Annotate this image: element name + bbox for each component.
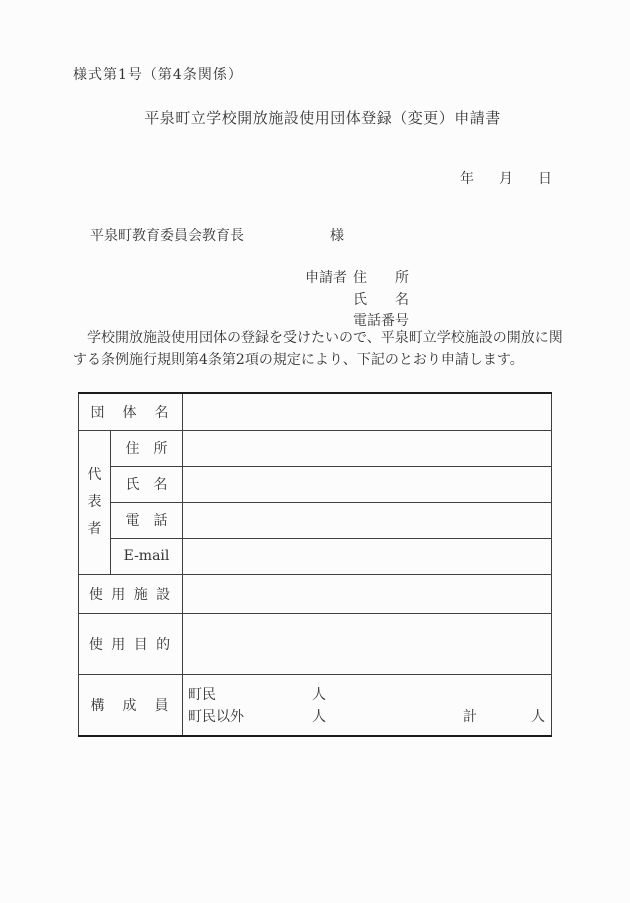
applicant-name-label: 氏 名 (353, 291, 409, 308)
members-label: 構 成 員 (79, 674, 183, 736)
purpose-value (183, 613, 552, 674)
applicant-name-line (305, 290, 409, 312)
applicant-block (305, 268, 409, 333)
representative-label-cell (79, 430, 111, 574)
row-group-name (79, 393, 552, 430)
rep-name-value (183, 466, 552, 502)
document-title: 平泉町立学校開放施設使用団体登録（変更）申請書 (144, 109, 501, 127)
applicant-phone-label: 電話番号 (353, 313, 409, 329)
date-line (460, 168, 552, 188)
members-line-townsfolk (188, 683, 551, 705)
applicant-address-line (305, 268, 409, 290)
purpose-label: 使 用 目 的 (79, 613, 183, 674)
members-total-unit: 人 (531, 708, 545, 725)
members-non-townsfolk-label: 町民以外 (188, 708, 244, 725)
row-rep-address (79, 430, 552, 466)
members-non-townsfolk-unit: 人 (312, 708, 326, 725)
applicant-address-label: 住 所 (353, 270, 409, 286)
row-members (79, 674, 552, 736)
row-rep-phone (79, 502, 552, 538)
recipient-line (90, 225, 344, 245)
facility-value (183, 574, 552, 613)
members-line-non-townsfolk (188, 705, 551, 727)
rep-phone-value (183, 502, 552, 538)
group-name-label: 団 体 名 (79, 393, 183, 430)
rep-phone-label: 電 話 (111, 502, 183, 538)
rep-address-label: 住 所 (111, 430, 183, 466)
month-label: 月 (499, 171, 513, 187)
facility-label: 使 用 施 設 (79, 574, 183, 613)
applicant-label: 申請者 (305, 270, 347, 286)
members-townsfolk-unit: 人 (312, 686, 326, 703)
body-line-1: 学校開放施設使用団体の登録を受けたいので、平泉町立学校施設の開放に関 (73, 330, 563, 346)
body-paragraph (73, 327, 573, 371)
members-value (183, 674, 552, 736)
application-table (78, 392, 552, 737)
recipient-honorific: 様 (330, 228, 344, 244)
members-total-label: 計 (463, 708, 477, 725)
body-line-2: する条例施行規則第4条第2項の規定により、下記のとおり申請します。 (73, 352, 524, 368)
rep-email-label: E-mail (111, 538, 183, 574)
group-name-value (183, 393, 552, 430)
row-rep-email (79, 538, 552, 574)
year-label: 年 (460, 171, 474, 187)
recipient-name: 平泉町教育委員会教育長 (90, 228, 244, 244)
representative-label: 代表者 (87, 466, 102, 537)
row-purpose (79, 613, 552, 674)
rep-name-label: 氏 名 (111, 466, 183, 502)
rep-email-value (183, 538, 552, 574)
day-label: 日 (538, 171, 552, 187)
row-facility (79, 574, 552, 613)
rep-address-value (183, 430, 552, 466)
form-number: 様式第1号（第4条関係） (73, 67, 243, 83)
row-rep-name (79, 466, 552, 502)
members-townsfolk-label: 町民 (188, 686, 216, 703)
